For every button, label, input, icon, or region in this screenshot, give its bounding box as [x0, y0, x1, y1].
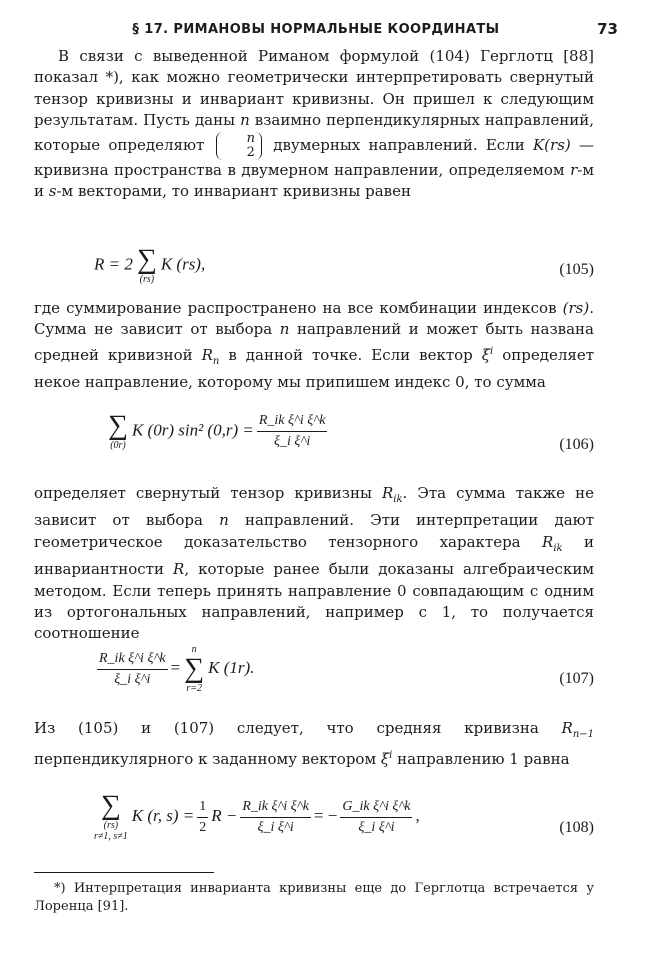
paragraph-1: В связи с выведенной Риманом формулой (104) Герглотц [88] показал *), как можно геометрически интерпретировать свернутый тензор кривизны и инвариант кривизны. Он пришел к следующим результатам. Пусть даны n взаимно перпендикулярных направлений, которые определяют n 2 двумерных направлений. Если K(rs) — кривизна пространства в двумерном направлении, определяемом r-м и s-м векторами, то инвариант кривизны равен [34, 47, 594, 201]
paragraph-3: определяет свернутый тензор кривизны $R_{ik}$. Эта сумма также не зависит от выбора n направлений. Эти интерпретации дают геометрическое доказательство тензорного характера $R_{ik}$ и инвариантности R, которые ранее были доказаны алгебраическим методом. Если теперь принять направление 0 совпадающим с одним из ортогональных направлений, например с 1, то получается соотношение [34, 484, 595, 643]
equation-number-108: (108) [559, 819, 594, 836]
equation-108: ∑ (rs) r≠1, s≠1 K (r, s) = $\frac{1}{2}$ R − $\frac{\text{R\_ik ξ\textasciicircum{}i ξ\textasciicircum{}k}}{\text{ξ\_i ξ\textasciicircum{}i}}$ = − $\frac{\text{G\_ik ξ\textasciicircum{}i ξ\textasciicircum{}k}}{\text{ξ\_i ξ\textasciicircum{}i}}$ , (108) [94, 790, 594, 842]
binomial-n-2: n 2 [216, 132, 262, 160]
equation-107: $\frac{\text{R\_ik ξ\textasciicircum{}i ξ\textasciicircum{}k}}{\text{ξ\_i ξ\textasciicircum{}i}}$ = n ∑ r=2 K (1r). (107) [99, 644, 594, 694]
page-number: 73 [597, 20, 618, 38]
footnote: *) Интерпретация инварианта кривизны еще до Герглотца встречается у Лоренца [91]. [34, 881, 594, 914]
paragraph-2: где суммирование распространено на все комбинации индексов (rs). Сумма не зависит от выбора n направлений и может быть названа средней кривизной $R_n$ в данной точке. Если вектор $\xi^i$ определяет некое направление, которому мы припишем индекс 0, то сумма [34, 299, 594, 392]
footnote-divider [34, 872, 214, 873]
equation-number-106: (106) [559, 436, 594, 453]
running-header: § 17. РИМАНОВЫ НОРМАЛЬНЫЕ КООРДИНАТЫ [132, 22, 500, 37]
equation-number-105: (105) [559, 261, 594, 278]
equation-105: R = 2 ∑ (rs) K (rs), (105) [94, 244, 594, 285]
equation-106: ∑ (0r) K (0r) sin² (0,r) = $\frac{\text{R\_ik ξ\textasciicircum{}i ξ\textasciicircum{}k}}{\text{ξ\_i ξ\textasciicircum{}i}}$ (106) [108, 410, 594, 453]
paragraph-4: Из (105) и (107) следует, что средняя кривизна $R_{n-1}$ перпендикулярного к заданному вектором $\xi^i$ направлению 1 равна [34, 719, 594, 769]
equation-number-107: (107) [559, 670, 594, 687]
